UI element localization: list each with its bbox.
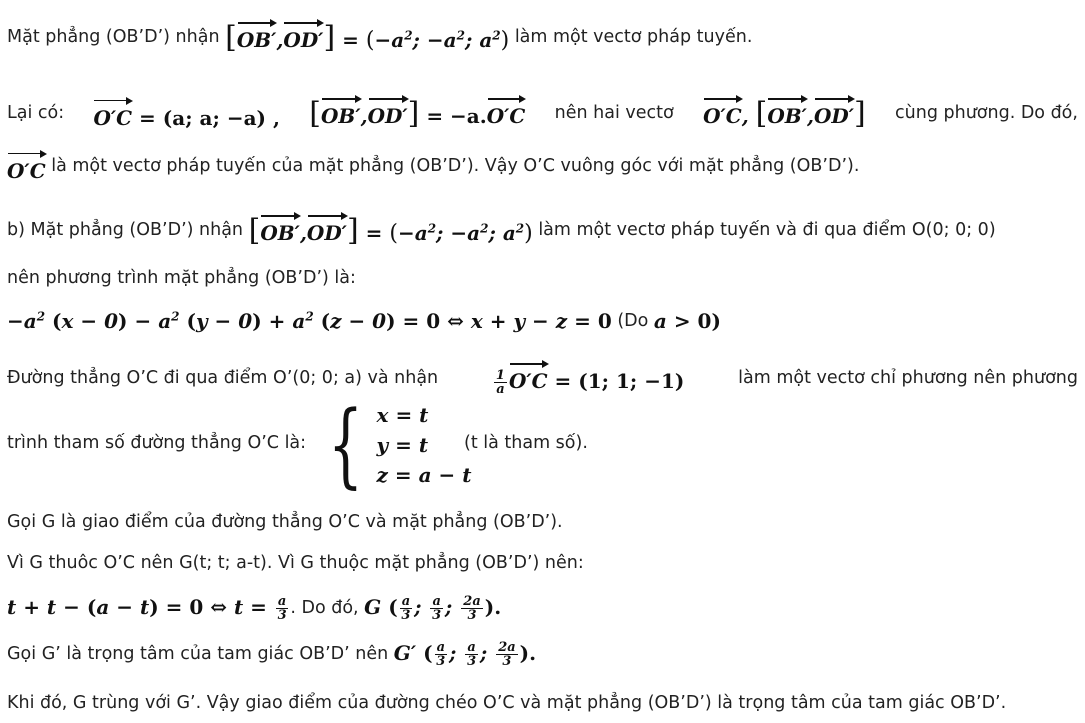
text-line-10	[7, 550, 1078, 576]
vectors-formula: O′C, [OB′,OD′]	[703, 96, 866, 131]
text: Gọi G’ là trọng tâm của tam giác OB’D’ nên	[7, 644, 389, 664]
parametric-system: { x = t y = t z = a − t	[328, 391, 472, 498]
text-line-1	[7, 12, 1078, 62]
point-g: G ( $\frac{a}{3}$ ; $\frac{a}{3}$ ; $\frac{2a}{3}$ ).	[364, 593, 502, 623]
text: Lại có:	[7, 103, 65, 123]
param-note	[464, 430, 1078, 456]
text: b) Mặt phẳng (OB’D’) nhận	[7, 220, 244, 240]
text: nên phương trình mặt phẳng (OB’D’) là:	[7, 268, 356, 288]
cross-product-formula: $[OB',OD'] = (-a^2$; $-a^2$; $a^2$)	[225, 20, 510, 55]
direction-vector-formula: $\frac{1}{a}$ O′C = (1; 1; −1)	[492, 360, 684, 396]
solve-equation: t + t − (a − t) = 0 ⇔ t = $\frac{a}{3}$	[7, 593, 287, 623]
text-line-7	[7, 358, 1078, 398]
brace: {	[328, 391, 364, 498]
text-line-12	[7, 634, 1078, 674]
cross-product-formula: [OB′,OD′] = −a.O′C	[309, 96, 526, 131]
text: làm một vectơ pháp tuyến.	[514, 27, 753, 47]
vector-oc-formula: O′C = (a; a; −a) ,	[93, 97, 280, 130]
text: Gọi G là giao điểm của đường thẳng O’C và mặt phẳng (OB’D’).	[7, 512, 563, 532]
text-line-4	[7, 205, 1078, 255]
text: . Do đó,	[290, 598, 359, 618]
point-g-prime: G′ ( $\frac{a}{3}$ ; $\frac{a}{3}$ ; $\frac{2a}{3}$ ).	[393, 639, 537, 669]
text: là một vectơ pháp tuyến của mặt phẳng (OB’D’). Vậy O’C vuông góc với mặt phẳng (OB’D’).	[51, 156, 860, 176]
text-line-11	[7, 588, 1078, 628]
text-line-5	[7, 265, 1078, 291]
text: trình tham số đường thẳng O’C là:	[7, 433, 307, 453]
text: làm một vectơ pháp tuyến và đi qua điểm O(0; 0; 0)	[538, 220, 996, 240]
text: Đường thẳng O’C đi qua điểm O’(0; 0; a) và nhận	[7, 368, 439, 388]
text: Mặt phẳng (OB’D’) nhận	[7, 27, 220, 47]
text: cùng phương. Do đó,	[895, 103, 1078, 123]
condition: a > 0)	[653, 309, 721, 333]
text: Vì G thuôc O’C nên G(t; t; a-t). Vì G thuộc mặt phẳng (OB’D’) nên:	[7, 553, 584, 573]
vector-oc: O′C	[7, 150, 46, 183]
text: (t là tham số).	[464, 433, 588, 453]
text-line-3	[7, 146, 1078, 186]
text-line-13	[7, 690, 1078, 716]
cross-product-formula: $[OB',OD'] = (-a^2$; $-a^2$; $a^2$)	[248, 213, 533, 248]
text-line-9	[7, 509, 1078, 535]
text: nên hai vectơ	[554, 103, 674, 123]
text: Khi đó, G trùng với G’. Vậy giao điểm của đường chéo O’C và mặt phẳng (OB’D’) là trọng tâm của tam giác OB’D’.	[7, 693, 1007, 713]
plane-equation: $-a^2$ $(x - 0) - a^2$ $(y - 0) + a^2$ (z − 0) = 0 ⇔ x + y − z = 0	[7, 309, 612, 333]
text: (Do	[617, 311, 649, 331]
text-line-2	[7, 88, 1078, 138]
text-line-6	[7, 306, 1078, 336]
text: làm một vectơ chỉ phương nên phương	[738, 368, 1078, 388]
